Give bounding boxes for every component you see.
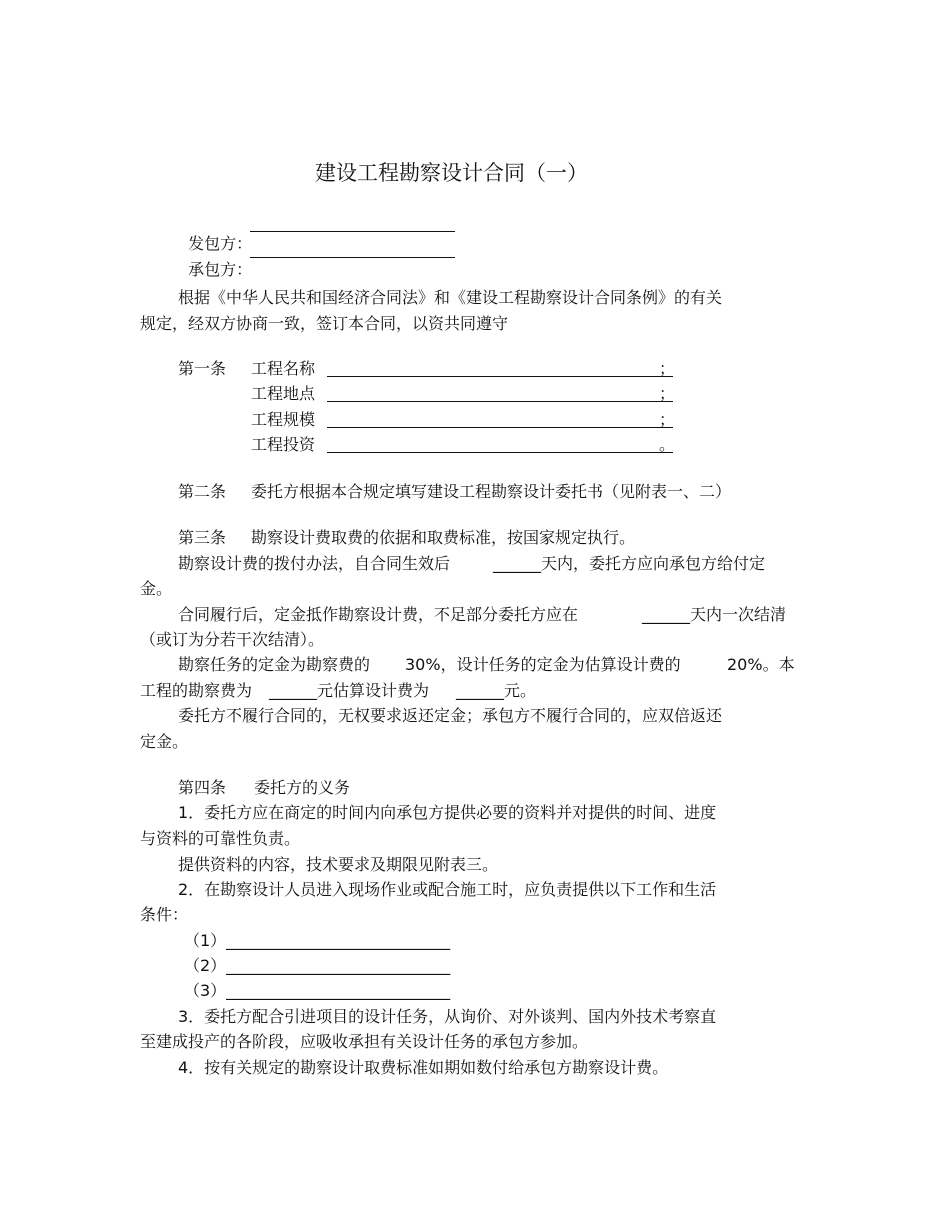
article3-line-1: 勘察设计费取费的依据和取费标准，按国家规定执行。	[251, 528, 636, 547]
article1-item-location-end: ；	[659, 384, 676, 403]
article1-item-name-label: 工程名称	[251, 359, 316, 378]
party-a-blank[interactable]	[250, 231, 455, 232]
party-b-line	[178, 240, 252, 280]
article3-line-7c[interactable]: ______元。	[456, 681, 537, 700]
article2-text: 委托方根据本合规定填写建设工程勘察设计委托书（见附表一、二）	[251, 482, 732, 501]
article4-p4: 4．按有关规定的勘察设计取费标准如期如数付给承包方勘察设计费。	[178, 1058, 669, 1077]
article4-title: 委托方的义务	[254, 778, 351, 797]
preamble-line-2: 规定，经双方协商一致，签订本合同，以资共同遵守	[140, 314, 509, 333]
article1-item-name-blank[interactable]	[327, 376, 673, 377]
article4-p1-line-1: 1．委托方应在商定的时间内向承包方提供必要的资料并对提供的时间、进度	[178, 803, 717, 822]
article1-item-name-end: ；	[659, 359, 676, 378]
article3-line-6a: 勘察任务的定金为勘察费的	[178, 655, 371, 674]
article1-item-scale-label: 工程规模	[251, 410, 316, 429]
preamble-line-1: 根据《中华人民共和国经济合同法》和《建设工程勘察设计合同条例》的有关	[178, 288, 723, 307]
article4-condition-3[interactable]: （3）____________________________	[184, 981, 451, 1000]
article1-item-location-label: 工程地点	[251, 384, 316, 403]
article3-line-4b[interactable]: ______天内一次结清	[642, 605, 787, 624]
article4-p2-line-2: 条件：	[140, 905, 189, 924]
article2-heading: 第二条	[178, 482, 227, 501]
article4-p2-line-1: 2．在勘察设计人员进入现场作业或配合施工时，应负责提供以下工作和生活	[178, 880, 717, 899]
article4-p3-line-2: 至建成投产的各阶段，应吸收承担有关设计任务的承包方参加。	[140, 1032, 589, 1051]
article3-line-3: 金。	[140, 579, 173, 598]
article4-condition-1[interactable]: （1）____________________________	[184, 931, 451, 950]
article4-p1-line-2: 与资料的可靠性负责。	[140, 829, 301, 848]
article4-heading: 第四条	[178, 778, 227, 797]
article4-p3-line-1: 3．委托方配合引进项目的设计任务，从询价、对外谈判、国内外技术考察直	[178, 1007, 717, 1026]
party-a-label: 发包方：	[188, 234, 253, 253]
article1-item-location-blank[interactable]	[327, 401, 673, 402]
article3-line-2b[interactable]: ______天内，委托方应向承包方给付定	[493, 554, 766, 573]
article1-item-investment-blank[interactable]	[327, 452, 673, 453]
article3-line-6b: 30%，设计任务的定金为估算设计费的	[405, 655, 681, 674]
article3-line-9: 定金。	[140, 732, 189, 751]
article3-line-8: 委托方不履行合同的，无权要求返还定金；承包方不履行合同的，应双倍返还	[178, 706, 723, 725]
article3-heading: 第三条	[178, 528, 227, 547]
party-b-blank[interactable]	[250, 257, 455, 258]
document-title: 建设工程勘察设计合同（一）	[315, 161, 588, 185]
article1-item-investment-end: 。	[659, 435, 676, 454]
article4-p1-line-3: 提供资料的内容，技术要求及期限见附表三。	[178, 855, 499, 874]
article3-line-7b[interactable]: ______元估算设计费为	[269, 681, 430, 700]
article3-line-2a: 勘察设计费的拨付办法，自合同生效后	[178, 554, 451, 573]
article1-item-scale-end: ；	[659, 410, 676, 429]
article1-item-scale-blank[interactable]	[327, 427, 673, 428]
article1-item-investment-label: 工程投资	[251, 435, 316, 454]
article4-condition-2[interactable]: （2）____________________________	[184, 956, 451, 975]
article1-heading: 第一条	[178, 359, 227, 378]
article3-line-5: （或订为分若干次结清）。	[140, 630, 325, 649]
article3-line-7a: 工程的勘察费为	[140, 681, 253, 700]
party-b-label: 承包方：	[188, 260, 253, 279]
article3-line-4a: 合同履行后，定金抵作勘察设计费，不足部分委托方应在	[178, 605, 579, 624]
article3-line-6c: 20%。本	[727, 655, 795, 674]
